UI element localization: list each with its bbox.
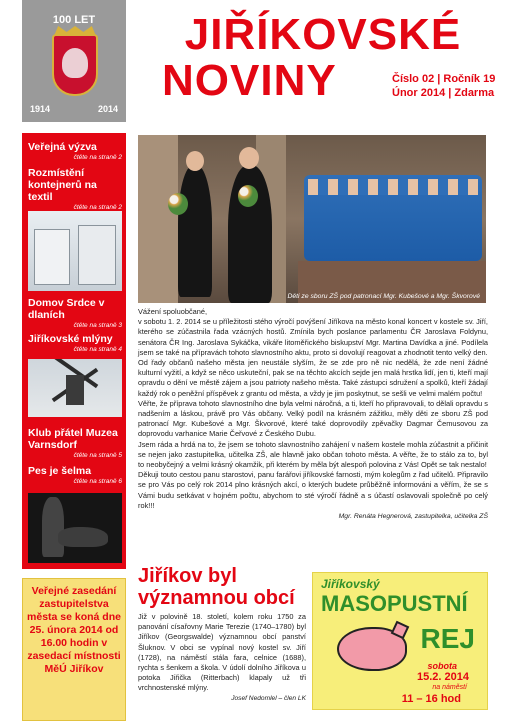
photo-caption: Děti ze sboru ZŠ pod patronací Mgr. Kubešové a Mgr. Škvorové (287, 293, 480, 300)
man-head (239, 147, 259, 169)
sidebar-item-page: čtěte na straně 4 (73, 346, 122, 353)
sidebar-item-page: čtěte na straně 3 (73, 322, 122, 329)
coat-of-arms-icon (52, 34, 98, 96)
town-crest-panel (22, 0, 126, 122)
church-pillar (138, 135, 178, 303)
dog-photo (28, 493, 122, 563)
article-signature: Mgr. Renáta Hegnerová, zastupitelka, učitelka ZŠ (338, 513, 488, 521)
anniversary-label: 100 LET (52, 14, 96, 26)
dog-silhouette (58, 527, 108, 547)
sidebar-item-pes-je-selma[interactable] (28, 465, 122, 485)
sidebar-item-title: Jiříkovské mlýny (28, 333, 113, 345)
bouquet-icon (168, 193, 188, 215)
woman-figure (178, 165, 212, 297)
poster-brand: Jiříkovský (321, 577, 380, 591)
woman-head (186, 151, 204, 171)
choir-faces (308, 179, 478, 195)
article-greeting: Vážení spoluobčané, (138, 307, 208, 316)
container-image (78, 225, 116, 285)
sidebar-item-title: Veřejná výzva (28, 141, 97, 153)
poster-day: sobota (427, 661, 457, 671)
sidebar-item-klub-pratel[interactable] (28, 427, 122, 459)
article-paragraph: Jsem ráda a hrdá na to, že jsem se tohoto slavnostního zahájení v našem kostele mohla zúčastnit a přičinit se nejen jako zastupitelka, učitelka ZŠ, ale hlavně jako občan tohoto města. A věřte, že to stálo za to, byl to neobyčejný a velmi krásný okamžik, při kterém by měla být alespoň polovina z Vás! Opět se tak nestalo! (138, 439, 489, 470)
bouquet-icon (238, 185, 258, 207)
sidebar-item-title: Klub přátel Muzea Varnsdorf (28, 427, 118, 451)
article-paragraph: Děkuji touto cestou panu starostovi, panu farářovi jiříkovské farnosti, mým kolegům z řad učitelů. Připravilo se pro Vás po celý rok 2014 plno krásných akcí, o kterých budete průběžně informováni a věřím, že se s Vámi budu setkávat v hojném počtu, abychom to sté výročí řádně a s účastí oslavovali společně po celý rok!!! (138, 470, 488, 510)
main-article (138, 307, 488, 522)
poster-place: na náměstí (432, 684, 467, 691)
history-text: Již v polovině 18. století, kolem roku 1750 za panování císařovny Marie Terezie (1740–1780) byl Jiříkov (Georgswalde) významnou obcí panství Šluknov. V obci se vypínal nový kostel sv. Jiří (1728), na náměstí stála fara, celnice (1688), rychta s šenkem a škola. V údolí dolního Jiříkova u potoka Jiřička (Ritterbach) klapaly už tři vrchnostenské mlýny. (138, 612, 306, 693)
sidebar-item-domov-srdce[interactable] (28, 297, 122, 329)
sidebar-item-title: Domov Srdce v dlaních (28, 297, 105, 321)
council-meeting-notice (22, 578, 126, 721)
children-choir (304, 175, 482, 261)
issue-info (392, 72, 495, 100)
windmill-body (66, 375, 84, 405)
poster-date: 15.2. 2014 (417, 671, 469, 683)
carnival-poster (312, 572, 488, 710)
poster-subtitle: REJ (420, 623, 475, 654)
saint-george-icon (62, 48, 88, 78)
container-image (34, 229, 70, 285)
poster-time: 11 – 16 hod (401, 693, 461, 705)
poster-title: MASOPUSTNÍ (321, 591, 468, 616)
sidebar-item-verejna-vyzva[interactable] (28, 141, 122, 161)
title-line-2: NOVINY (162, 56, 337, 105)
issue-number: Číslo 02 | Ročník 19 (392, 73, 496, 85)
masthead (0, 0, 510, 128)
sidebar-item-mlyny[interactable] (28, 333, 122, 353)
textile-containers-photo (28, 211, 122, 291)
sidebar-item-title: Rozmístění kontejnerů na textil (28, 167, 97, 203)
sidebar-item-kontejnery[interactable] (28, 167, 122, 211)
sidebar-item-page: čtěte na straně 2 (73, 204, 122, 211)
issue-date: Únor 2014 | Zdarma (392, 87, 495, 99)
article-paragraph: Od řady občanů našeho města jen neustále slyším, že se zde pro ně nic nedělá, že zde není žádné kulturní vyžití, a když se něco uskuteční, pak se na těchto akcích sejde jen malá hrstka lidí, jen ti, kteří mají opravdu o dění ve městě zájem a jsou patrioty našeho města. Také zástupci sdružení a spolků, kteří žádají každý rok o peněžní příspěvek z grantu od města, a vždy je jim poskytnut, se sešli ve velmi malém počtu! (138, 358, 488, 398)
history-article (138, 612, 306, 704)
sidebar-item-title: Pes je šelma (28, 465, 92, 477)
windmill-photo (28, 359, 122, 417)
sidebar-contents (22, 133, 126, 569)
crest-year-start: 1914 (30, 104, 51, 114)
article-paragraph: Věřte, že příprava tohoto slavnostního dne byla velmi náročná, a ti, kteří ho připravovali, to dělali opravdu s nadšením a láskou, právě pro Vás občany. Velký podíl na krásném zážitku, měly děti ze sboru ZŠ pod patronací Mgr. Kubešové a Mgr. Škvorové, které také doprovodily zpěvačky Dagmar Čemusovou za doprovodu varhanice Marie Čeřvové z Českého Dubu. (138, 398, 488, 439)
history-signature: Josef Nedomlel – člen LK (231, 694, 306, 702)
title-line-1: JIŘÍKOVSKÉ (184, 10, 462, 59)
sidebar-item-page: čtěte na straně 2 (73, 154, 122, 161)
concert-photo (138, 135, 486, 303)
history-headline: Jiříkov byl významnou obcí (138, 565, 295, 609)
sidebar-item-page: čtěte na straně 5 (73, 452, 122, 459)
sidebar-item-page: čtěte na straně 6 (73, 478, 122, 485)
crest-year-end: 2014 (97, 104, 118, 114)
article-paragraph: v sobotu 1. 2. 2014 se u příležitosti stého výročí povýšení Jiříkova na město konal koncert v kostele sv. Jiří, kterého se zúčastnila řada vzácných hostů. Zmínila bych poslance parlamentu ČR Jaroslava Foldynu, senátora ČR Ing. Jaroslava Sykáčka, vikáře litoměřického biskupství Mgr. Martina Davídka a jiné. Podílela jsem se také na přípravách tohoto slavnostního aktu, proto si dovolují reagovat a zhodnotit tento velký den. (138, 317, 488, 357)
notice-text: Veřejné zasedání zastupitelstva města se koná dne 25. února 2014 od 16.00 hodin v zasedací místnosti MěÚ Jiříkov (27, 585, 121, 675)
person-silhouette (42, 497, 64, 557)
